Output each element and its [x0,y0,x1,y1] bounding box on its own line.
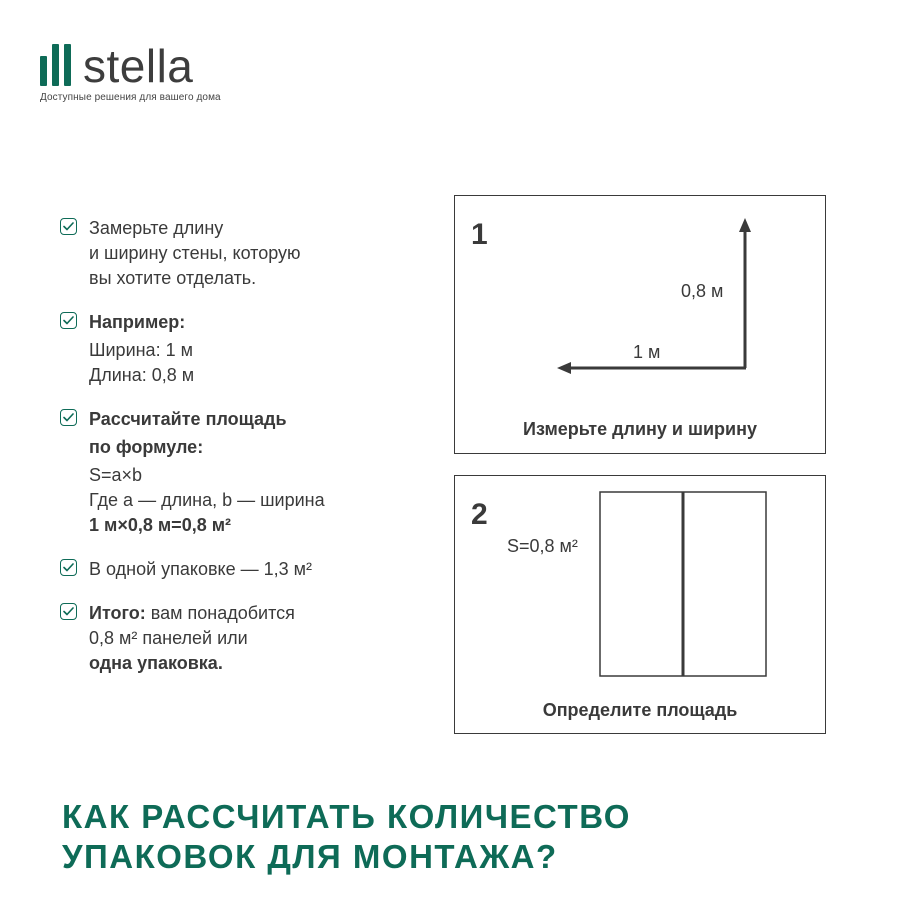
step-item [60,601,400,676]
step-line: Длина: 0,8 м [89,365,195,385]
step-text [89,216,301,291]
step-line: S=a×b [89,465,143,485]
step-line: по формуле: [89,437,204,457]
step-line: одна упаковка. [89,653,223,673]
title-line-2: УПАКОВОК ДЛЯ МОНТАЖА? [62,838,558,875]
area-label: S=0,8 м² [507,536,578,556]
wall-panels [455,476,824,732]
brand-name: stella [83,40,194,92]
page-title [62,797,631,877]
step-line: Ширина: 1 м [89,340,193,360]
step-line: и ширину стены, которую [89,243,301,263]
step-line: вы хотите отделать. [89,268,257,288]
check-icon [60,312,77,329]
check-icon [60,559,77,576]
diagram-number: 1 [471,218,488,251]
brand-logo [40,42,221,103]
arrow-up-icon [739,218,751,232]
check-icon [60,409,77,426]
step-line [89,601,295,626]
step-line: Например: [89,312,186,332]
step-line-part: Итого: [89,603,146,623]
step-text [89,310,194,388]
step-text [89,601,295,676]
diagram-caption: Определите площадь [542,700,738,720]
step-item [60,557,400,582]
step-item [60,216,400,291]
check-icon [60,218,77,235]
diagram-caption: Измерьте длину и ширину [523,419,757,439]
measure-arrows [455,196,824,452]
step-item [60,407,400,538]
steps-list [60,216,400,695]
step-line: В одной упаковке — 1,3 м² [89,559,313,579]
step-text [89,407,325,538]
brand-tagline: Доступные решения для вашего дома [40,92,221,103]
title-line-1: КАК РАССЧИТАТЬ КОЛИЧЕСТВО [62,798,631,835]
logo-row [40,40,221,92]
step-line: 0,8 м² панелей или [89,628,248,648]
logo-mark-icon [40,44,71,86]
step-line-part: вам понадобится [145,603,295,623]
check-icon [60,603,77,620]
step-text [89,557,312,582]
diagram-measure [454,195,826,454]
step-item [60,310,400,388]
width-label: 1 м [633,342,661,362]
step-line: Рассчитайте площадь [89,409,287,429]
step-line: Замерьте длину [89,218,224,238]
diagram-area [454,475,826,734]
step-line: 1 м×0,8 м=0,8 м² [89,515,232,535]
arrow-left-icon [557,362,571,374]
diagram-number: 2 [471,498,488,531]
height-label: 0,8 м [681,281,724,301]
step-line: Где a — длина, b — ширина [89,490,325,510]
